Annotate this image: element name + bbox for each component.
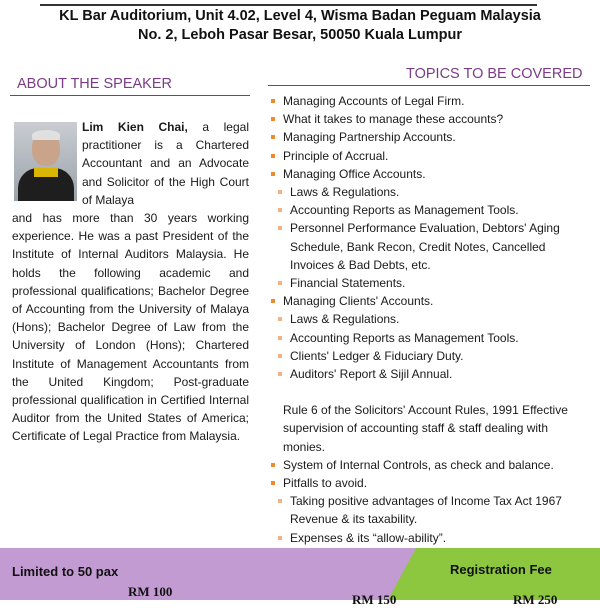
bullet-icon bbox=[271, 172, 275, 176]
speaker-name: Lim Kien Chai, bbox=[82, 120, 188, 134]
topic-item bbox=[268, 147, 590, 165]
price-3: RM 250 bbox=[513, 592, 558, 607]
topic-text: System of Internal Controls, as check and balance. bbox=[283, 457, 554, 472]
topic-item bbox=[268, 274, 590, 292]
bullet-icon bbox=[271, 463, 275, 467]
registration-fee-label: Registration Fee bbox=[450, 562, 552, 577]
topic-text: Principle of Accrual. bbox=[283, 148, 389, 163]
topic-text: Accounting Reports as Management Tools. bbox=[290, 330, 519, 345]
topic-item bbox=[268, 92, 590, 110]
bullet-icon bbox=[271, 481, 275, 485]
topic-text: What it takes to manage these accounts? bbox=[283, 112, 504, 127]
bullet-icon bbox=[278, 354, 282, 358]
about-speaker-divider bbox=[10, 95, 250, 96]
topic-text: Managing Partnership Accounts. bbox=[283, 130, 456, 145]
speaker-bio-intro-text: a legal practitioner is a Chartered Accountant and an Advocate and Solicitor of the High Court of Malaya bbox=[82, 120, 249, 207]
topic-item bbox=[268, 365, 590, 383]
topic-item bbox=[268, 165, 590, 183]
venue-address bbox=[0, 7, 600, 45]
bullet-icon bbox=[278, 190, 282, 194]
topic-item bbox=[268, 401, 590, 456]
topic-text: Managing Clients' Accounts. bbox=[283, 294, 434, 309]
topic-text: Personnel Performance Evaluation, Debtors' Aging Schedule, Bank Recon, Credit Notes, Cancelled Invoices & Bad Debts, etc. bbox=[290, 221, 560, 272]
bullet-icon bbox=[271, 299, 275, 303]
about-speaker-heading: ABOUT THE SPEAKER bbox=[17, 76, 172, 92]
topic-text: Managing Office Accounts. bbox=[283, 166, 426, 181]
speaker-bio-body: and has more than 30 years working experience. He was a past President of the Institute of Internal Auditors Malaysia. He holds the following academic and professional qualifications; Bachelor Degree of Accounting from the University of Malaya (Hons); Bachelor Degree of Law from the University of London (Hons); Chartered Institute of Management Accountants from the United Kingdom; Post-graduate professional qualification in Certified Internal Auditor from the United States of America; Certificate of Legal Practice from Malaysia. bbox=[12, 211, 249, 444]
topic-text: Pitfalls to avoid. bbox=[283, 476, 368, 491]
topic-item bbox=[268, 219, 590, 274]
topic-text: Rule 6 of the Solicitors' Account Rules, 1991 Effective supervision of accounting staff & staff dealing with monies. bbox=[283, 403, 568, 454]
topic-item bbox=[268, 183, 590, 201]
bullet-icon bbox=[271, 99, 275, 103]
top-divider bbox=[40, 4, 537, 6]
topic-item bbox=[268, 201, 590, 219]
address-line-2: No. 2, Leboh Pasar Besar, 50050 Kuala Lumpur bbox=[138, 27, 462, 43]
topics-divider bbox=[268, 85, 590, 86]
photo-hair bbox=[32, 130, 60, 140]
bullet-icon bbox=[271, 154, 275, 158]
topic-text: Auditors' Report & Sijil Annual. bbox=[290, 367, 453, 382]
topics-list bbox=[268, 92, 590, 547]
topic-item bbox=[268, 329, 590, 347]
topic-text: Accounting Reports as Management Tools. bbox=[290, 203, 519, 218]
speaker-bio-intro bbox=[82, 118, 249, 209]
topic-text: Expenses & its “allow-ability”. bbox=[290, 530, 447, 545]
topic-item bbox=[268, 492, 590, 528]
topic-item bbox=[268, 110, 590, 128]
bullet-icon bbox=[278, 226, 282, 230]
topic-text: Laws & Regulations. bbox=[290, 185, 400, 200]
bullet-icon bbox=[278, 208, 282, 212]
price-2: RM 150 bbox=[352, 592, 397, 607]
bullet-icon bbox=[271, 117, 275, 121]
topic-item bbox=[268, 128, 590, 146]
bullet-icon bbox=[278, 281, 282, 285]
topic-item bbox=[268, 310, 590, 328]
speaker-photo bbox=[14, 122, 77, 201]
topic-item bbox=[268, 347, 590, 365]
topic-item bbox=[268, 474, 590, 492]
topic-text: Laws & Regulations. bbox=[290, 312, 400, 327]
capacity-note: Limited to 50 pax bbox=[12, 564, 119, 579]
topics-heading: TOPICS TO BE COVERED bbox=[406, 66, 583, 82]
topic-item bbox=[268, 456, 590, 474]
topic-item bbox=[268, 292, 590, 310]
price-1: RM 100 bbox=[128, 584, 173, 599]
bullet-icon bbox=[278, 499, 282, 503]
bullet-icon bbox=[278, 372, 282, 376]
topic-text: Clients' Ledger & Fiduciary Duty. bbox=[290, 348, 464, 363]
photo-collar bbox=[34, 168, 58, 177]
bullet-icon bbox=[271, 135, 275, 139]
topic-text: Taking positive advantages of Income Tax Act 1967 Revenue & its taxability. bbox=[290, 494, 562, 527]
bullet-icon bbox=[278, 536, 282, 540]
topic-text: Financial Statements. bbox=[290, 276, 406, 291]
topic-text: Managing Accounts of Legal Firm. bbox=[283, 94, 465, 108]
bullet-icon bbox=[278, 336, 282, 340]
address-line-1: KL Bar Auditorium, Unit 4.02, Level 4, Wisma Badan Peguam Malaysia bbox=[59, 8, 541, 24]
topic-item bbox=[268, 529, 590, 547]
bullet-icon bbox=[278, 317, 282, 321]
